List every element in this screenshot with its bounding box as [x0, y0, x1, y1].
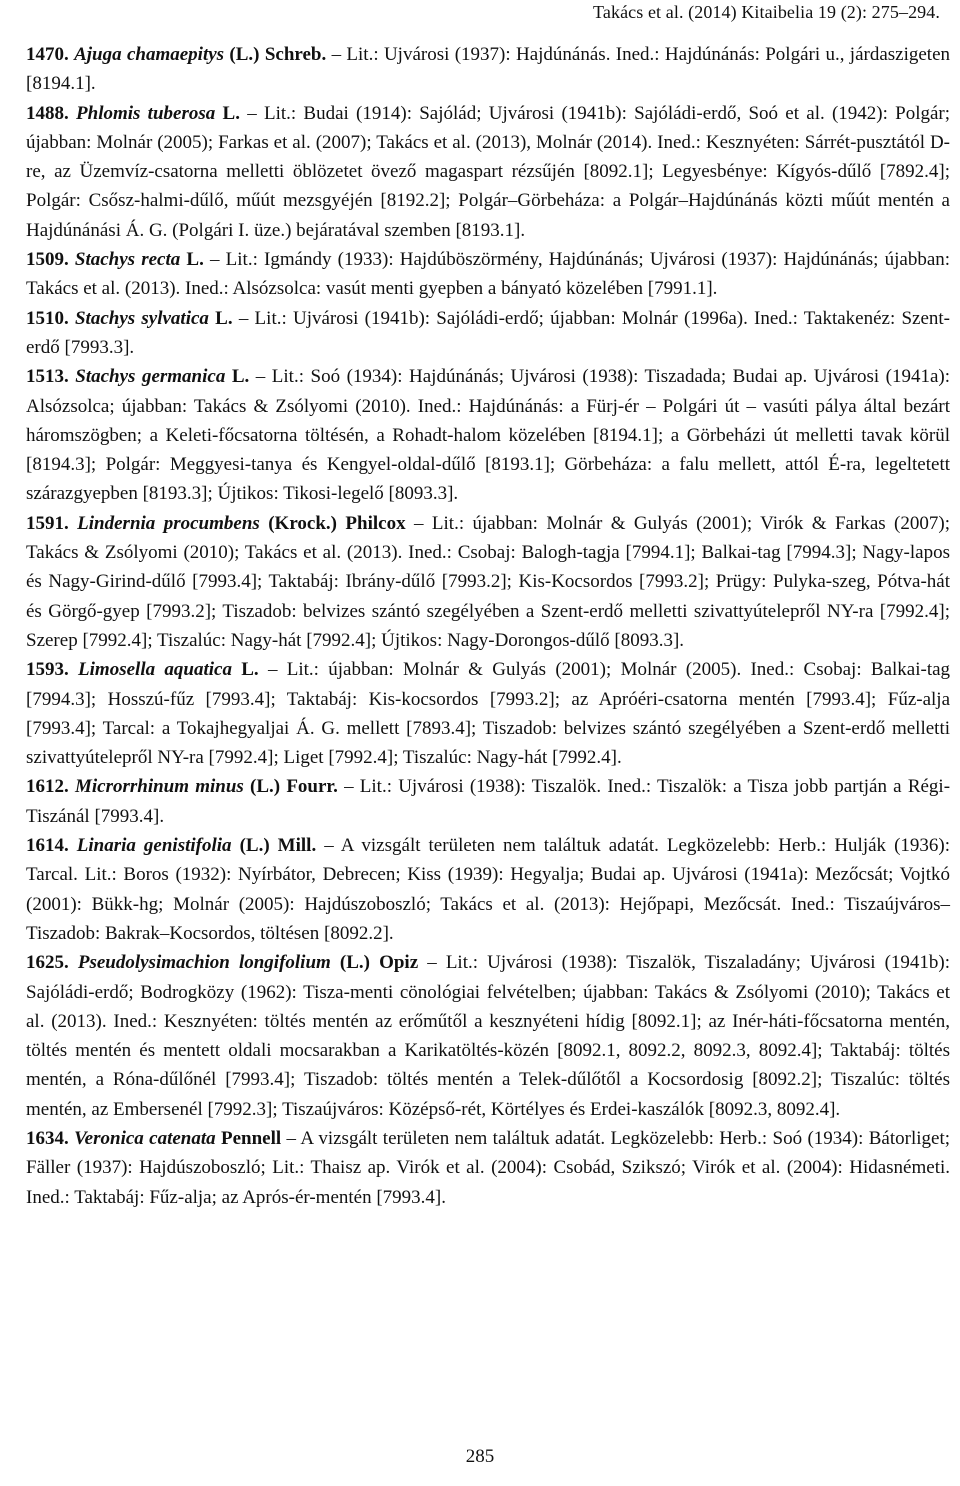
entry-text: – A vizsgált területen nem találtuk adatát. Legközelebb: Herb.: Soó (1934): Bátorliget; Fäller (1937): Hajdúszoboszló; Lit.: Thaisz ap. Virók et al. (2004): Csobád, Szikszó; Virók et al. (2004): Hidasnémeti. Ined.: Taktabáj: Fűz-alja; az Aprós-ér-mentén [7993.4].: [26, 1127, 951, 1208]
species-authority: (L.) Mill.: [239, 835, 317, 857]
entry-number: 1591.: [26, 512, 69, 534]
species-entry: [26, 948, 950, 1124]
species-authority: (L.) Opiz: [339, 952, 419, 974]
entry-text: – A vizsgált területen nem találtuk adatát. Legközelebb: Herb.: Hulják (1936): Tarcal. Lit.: Boros (1932): Nyírbátor, Debrecen; Kiss (1939): Hegyalja; Budai ap. Ujvárosi (1941a): Mezőcsát; Vojtkó (2001): Bükk-hg; Molnár (2005): Hajdúszoboszló; Takács et al. (2013): Hejőpapi, Mezőcsát. Ined.: Tiszaújváros–Tiszadob: Bakrak–Kocsordos, töltésen [8092.2].: [26, 835, 950, 944]
entry-text: – Lit.: Ujvárosi (1941b): Sajóládi-erdő; újabban: Molnár (1996a). Ined.: Taktakenéz: Szent-erdő [7993.3].: [26, 307, 951, 358]
entry-text: – Lit.: Ujvárosi (1937): Hajdúnánás. Ined.: Hajdúnánás: Polgári u., járdaszigeten [8194.1].: [26, 44, 951, 95]
species-authority: L.: [231, 366, 250, 388]
entry-number: 1614.: [26, 835, 69, 857]
entry-number: 1510.: [26, 307, 69, 329]
page-body: [26, 40, 950, 1212]
entry-text: – Lit.: Budai (1914): Sajólád; Ujvárosi (1941b): Sajóládi-erdő, Soó et al. (1942): Polgár; újabban: Molnár (2005); Farkas et al. (2007); Takács et al. (2013), Molnár (2014). Ined.: Kesznyéten: Sárrét-pusztától D-re, az Üzemvíz-csatorna melletti öblözetet övező magaspart rézsűjén [8092.1]; Legyesbénye: Kígyós-dűlő [7892.4]; Polgár: Csősz-halmi-dűlő, műút mezsgyéjén [8192.2]; Polgár–Görbeháza: a Polgár–Hajdúnánás közti műút mentén a Hajdúnánási Á. G. (Polgári I. üze.) bejáratával szemben [8193.1].: [26, 102, 951, 241]
entry-number: 1634.: [26, 1127, 69, 1149]
entry-text: – Lit.: újabban: Molnár & Gulyás (2001); Molnár (2005). Ined.: Csobaj: Balkai-tag [7994.3]; Hosszú-fűz [7993.4]; Taktabáj: Kis-kocsordos [7993.2]; az Apróéri-csatorna mentén [7993.4]; Fűz-alja [7993.4]; Tarcal: a Tokajhegyaljai Á. G. mellett [7893.4]; Tiszadob: belvizes szántó szegélyében a Szent-erdő melletti szivattyútelepről NY-ra [7992.4]; Liget [7992.4]; Tiszalúc: Nagy-hát [7992.4].: [26, 659, 951, 769]
species-name: Stachys recta: [74, 249, 181, 271]
species-authority: (L.) Fourr.: [250, 776, 338, 798]
entry-number: 1470.: [26, 44, 69, 65]
species-entry: [26, 245, 950, 304]
species-entry: [26, 304, 950, 363]
species-name: Pseudolysimachion longifolium: [77, 952, 331, 974]
species-name: Linaria genistifolia: [76, 835, 232, 857]
running-head: Takács et al. (2014) Kitaibelia 19 (2): 275–294.: [593, 2, 940, 22]
species-entry: [26, 831, 950, 948]
entry-text: – Lit.: Ujvárosi (1938): Tiszalök, Tiszaladány; Ujvárosi (1941b): Sajóládi-erdő; Bodrogközy (1962): Tisza-menti cönológiai felvételben; újabban: Takács & Zsólyomi (2010); Takács et al. (2013). Ined.: Kesznyéten: töltés mentén az erőműtől a kesznyéteni hídig [8092.1]; az Inér-háti-főcsatorna mentén, töltés mentén és mentett oldali mocsarakban a Karikatöltés-közén [8092.1, 8092.2, 8092.3, 8092.4]; Taktabáj: töltés mentén, a Róna-dűlőnél [7993.4]; Tiszadob: töltés mentén a Telek-dűlőtől a Kocsordosig [8092.2]; Tiszalúc: töltés mentén, az Embersenél [7992.3]; Tiszaújváros: Középső-rét, Körtélyes és Erdei-kaszálók [8092.3, 8092.4].: [26, 952, 951, 1120]
entry-text: – Lit.: Soó (1934): Hajdúnánás; Ujvárosi (1938): Tiszadada; Budai ap. Ujvárosi (1941a): Alsózsolca; újabban: Takács & Zsólyomi (2010). Ined.: Hajdúnánás: a Fürj-ér – Polgári út – vasúti pálya által bezárt háromszögben; a Keleti-főcsatorna töltésén, a Rohadt-halom közelében [8194.1]; a Görbeházi út melletti tavak körül [8194.3]; Polgár: Meggyesi-tanya és Kengyel-oldal-dűlő [8193.1]; Görbeháza: a falu mellett, attól É-ra, legeltetett szárazgyepben [8193.3]; Újtikos: Tikosi-legelő [8093.3].: [26, 366, 951, 505]
entry-number: 1488.: [26, 102, 69, 124]
species-name: Ajuga chamaepitys: [74, 44, 225, 65]
species-authority: L.: [222, 102, 240, 124]
entry-text: – Lit.: újabban: Molnár & Gulyás (2001); Virók & Farkas (2007); Takács & Zsólyomi (2010); Takács et al. (2013). Ined.: Csobaj: Balogh-tagja [7994.1]; Balkai-tag [7994.3]; Nagy-lapos és Nagy-Girind-dűlő [7993.4]; Taktabáj: Ibrány-dűlő [7993.2]; Kis-Kocsordos [7993.2]; Prügy: Pulyka-szeg, Pótva-hát és Görgő-gyep [7993.2]; Tiszadob: belvizes szántó szegélyében a Szent-erdő melletti szivattyútelepről NY-ra [7992.4]; Szerep [7992.4]; Tiszalúc: Nagy-hát [7992.4]; Újtikos: Nagy-Dorongos-dűlő [8093.3].: [26, 512, 950, 651]
species-authority: (L.) Schreb.: [229, 44, 327, 65]
entry-number: 1509.: [26, 249, 69, 271]
entry-number: 1625.: [26, 952, 69, 974]
species-authority: L.: [186, 249, 204, 271]
entry-text: – Lit.: Ujvárosi (1938): Tiszalök. Ined.: Tiszalök: a Tisza jobb partján a Régi-Tiszánál [7993.4].: [26, 776, 951, 827]
species-name: Stachys germanica: [75, 366, 226, 388]
species-entry: [26, 772, 950, 831]
species-entry: [26, 655, 950, 772]
species-entry: [26, 362, 950, 508]
species-authority: L.: [241, 659, 259, 681]
entry-number: 1612.: [26, 776, 69, 798]
species-name: Veronica catenata: [74, 1127, 216, 1149]
species-entry: [26, 509, 950, 655]
species-authority: L.: [215, 307, 233, 329]
species-name: Stachys sylvatica: [74, 307, 209, 329]
page-number: 285: [465, 1446, 495, 1467]
species-name: Phlomis tuberosa: [76, 102, 216, 124]
entry-number: 1513.: [26, 366, 69, 388]
species-name: Limosella aquatica: [78, 659, 232, 681]
species-entry: [26, 40, 950, 99]
species-entry: [26, 99, 950, 245]
species-name: Lindernia procumbens: [77, 512, 260, 534]
species-authority: (Krock.) Philcox: [268, 512, 406, 534]
entry-text: – Lit.: Igmándy (1933): Hajdúböszörmény, Hajdúnánás; Ujvárosi (1937): Hajdúnánás; újabban: Takács et al. (2013). Ined.: Alsózsolca: vasút menti gyepben a bányató közelében [7991.1].: [26, 249, 951, 300]
species-entry: [26, 1124, 950, 1212]
entry-number: 1593.: [26, 659, 69, 681]
species-authority: Pennell: [220, 1127, 282, 1149]
species-name: Microrrhinum minus: [74, 776, 244, 798]
